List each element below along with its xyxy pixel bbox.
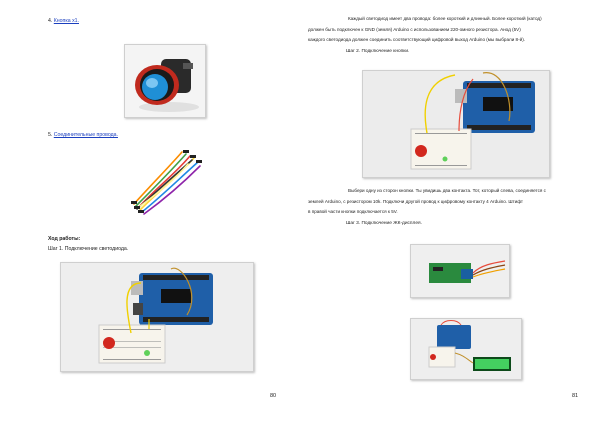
led-paragraph-line-2: должен быть подключен к GND (земля) Arduino с использованием 220-омного резистора. Анод (5V)	[308, 26, 521, 32]
led-circuit-photo	[60, 262, 254, 372]
lcd-module-photo	[410, 244, 510, 298]
button-paragraph-line-1: Выбери одну из сторон кнопки. Ты увидишь два контакта. Тот, который слева, соединяется с	[348, 188, 546, 193]
page-number-right: 81	[572, 393, 579, 399]
led-paragraph-line-1: Каждый светодиод имеет два провода: более короткий и длинный. Более короткий (катод)	[348, 16, 542, 21]
button-link[interactable]: Кнопка х1.	[53, 18, 79, 24]
button-paragraph	[308, 186, 582, 218]
lcd-circuit-photo	[410, 318, 522, 380]
item-4	[48, 18, 79, 25]
step-2-title: Шаг 2. Подключение кнопки.	[346, 49, 410, 54]
item-5-number: 5.	[48, 132, 53, 138]
button-circuit-photo	[362, 70, 550, 178]
step-1-title: Шаг 1. Подключение светодиода.	[48, 246, 129, 252]
led-paragraph-line-3: каждого светодиода должен соединить соответствующий цифровой выход Arduino (мы выбрали 8-й).	[308, 37, 526, 42]
led-paragraph	[308, 14, 582, 46]
work-heading: Ход работы:	[48, 236, 81, 242]
button-photo	[124, 44, 206, 118]
page-number-left: 80	[270, 393, 277, 399]
wires-photo	[128, 146, 208, 218]
button-paragraph-line-2: землей Arduino, с резистором 10k. Подключи другой провод к цифровому контакту 4 Arduino. Штифт	[308, 198, 524, 204]
item-5	[48, 132, 118, 139]
step-3-title: Шаг 3. Подключение ЖК-дисплея.	[346, 221, 422, 226]
wires-link[interactable]: Соединительные провода.	[53, 132, 118, 138]
item-4-number: 4.	[48, 18, 53, 24]
button-paragraph-line-3: в правой части кнопки подключается к 5V.	[308, 209, 398, 214]
right-page	[300, 0, 600, 424]
